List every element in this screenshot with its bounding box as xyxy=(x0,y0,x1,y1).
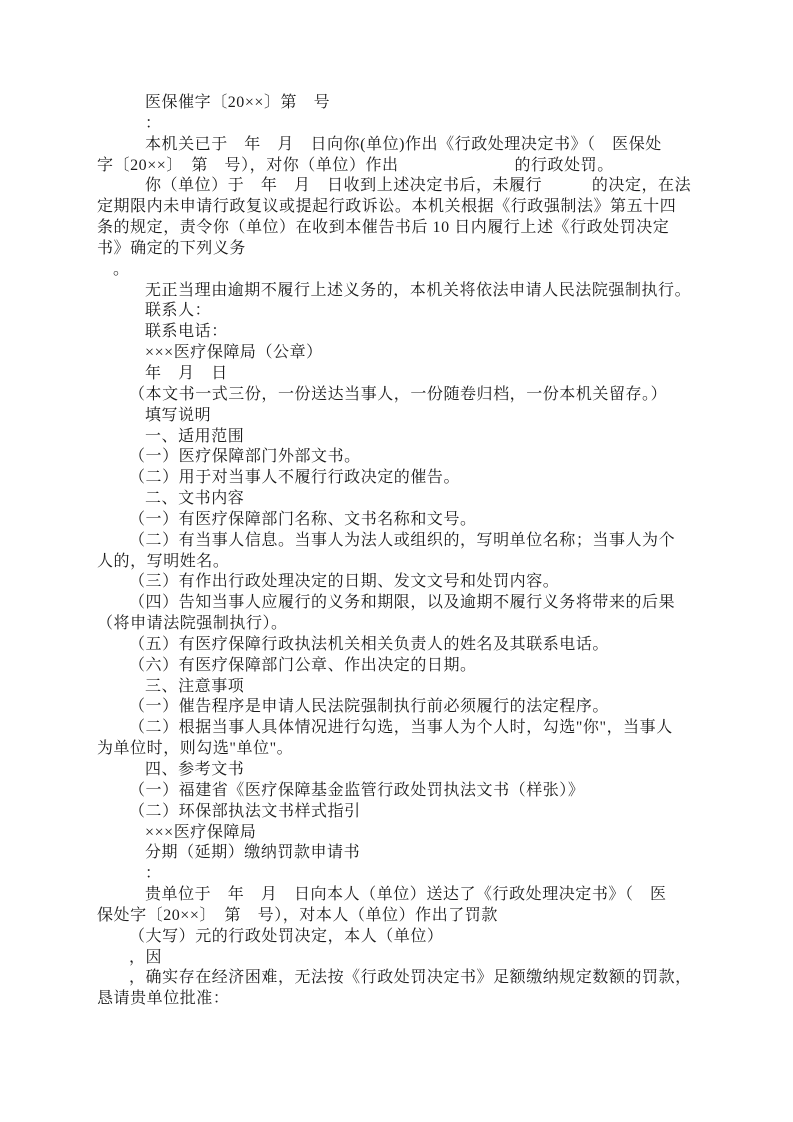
doc-line: （大写）元的行政处罚决定，本人（单位） xyxy=(129,927,444,945)
doc-line: （四）告知当事人应履行的义务和期限，以及逾期不履行义务将带来的后果 xyxy=(129,594,676,612)
agency-signature-line: ×××医疗保障局（公章） xyxy=(145,344,323,362)
doc-line: 无正当理由逾期不履行上述义务的，本机关将依法申请人民法院强制执行。 xyxy=(145,281,692,299)
section-heading: 填写说明 xyxy=(145,406,212,424)
doc-line: 。 xyxy=(113,260,130,278)
date-line: 年 月 日 xyxy=(145,364,228,382)
doc-copies-note-line: （本文书一式三份，一份送达当事人，一份随卷归档，一份本机关留存。） xyxy=(129,385,668,403)
doc-line: （一）医疗保障部门外部文书。 xyxy=(129,448,361,466)
section-heading: 三、注意事项 xyxy=(145,677,245,695)
contact-phone-line: 联系电话： xyxy=(145,323,228,341)
doc-line: 你（单位）于 年 月 日收到上述决定书后，未履行 的决定，在法 xyxy=(145,177,692,195)
doc-line: （一）催告程序是申请人民法院强制执行前必须履行的法定程序。 xyxy=(129,698,609,716)
contact-person-line: 联系人： xyxy=(145,302,212,320)
doc-line: （一）福建省《医疗保障基金监管行政处罚执法文书（样张）》 xyxy=(129,781,585,799)
section-heading: 二、文书内容 xyxy=(145,490,245,508)
doc-line: （五）有医疗保障行政执法机关相关负责人的姓名及其联系电话。 xyxy=(129,635,609,653)
doc-line: （三）有作出行政处理决定的日期、发文文号和处罚内容。 xyxy=(129,573,560,591)
doc-line: ： xyxy=(145,865,162,883)
doc-line: 字〔20××〕 第 号），对你（单位）作出 的行政处罚。 xyxy=(97,156,614,174)
doc-line: （二）有当事人信息。当事人为法人或组织的，写明单位名称；当事人为个 xyxy=(129,531,676,549)
doc-ref-number-line: 医保催字〔20××〕第 号 xyxy=(145,94,331,111)
doc-line: 保处字〔20××〕 第 号），对本人（单位）作出了罚款 xyxy=(97,906,498,924)
doc-line: 人的，写明姓名。 xyxy=(97,552,230,570)
doc-line: （二）用于对当事人不履行行政决定的催告。 xyxy=(129,469,461,487)
agency-name-line: ×××医疗保障局 xyxy=(145,823,257,841)
doc-line: 本机关已于 年 月 日向你(单位)作出《行政处理决定书》（ 医保处 xyxy=(145,135,662,153)
doc-line: ： xyxy=(145,114,162,132)
doc-line: ，确实存在经济困难，无法按《行政处罚决定书》足额缴纳规定数额的罚款， xyxy=(129,969,692,987)
doc-line: 书》确定的下列义务 xyxy=(97,239,246,257)
doc-line: ，因 xyxy=(129,948,163,966)
doc-line: 条的规定，责令你（单位）在收到本催告书后 10 日内履行上述《行政处罚决定 xyxy=(97,219,670,237)
section-heading: 四、参考文书 xyxy=(145,761,245,778)
doc-line: （六）有医疗保障部门公章、作出决定的日期。 xyxy=(129,656,477,674)
doc-line: 为单位时，则勾选"单位"。 xyxy=(97,740,294,758)
document-body xyxy=(97,93,715,1010)
section-heading: 一、适用范围 xyxy=(145,427,245,445)
doc-line: （将申请法院强制执行）。 xyxy=(97,615,288,633)
doc-line: 恳请贵单位批准： xyxy=(97,990,230,1008)
doc-line: 贵单位于 年 月 日向本人（单位）送达了《行政处理决定书》（ 医 xyxy=(145,886,667,904)
doc-line: 定期限内未申请行政复议或提起行政诉讼。本机关根据《行政强制法》第五十四 xyxy=(97,198,677,216)
doc-line: （二）根据当事人具体情况进行勾选，当事人为个人时，勾选"你"，当事人 xyxy=(129,719,673,737)
doc-title-line: 分期（延期）缴纳罚款申请书 xyxy=(145,844,361,862)
doc-line: （二）环保部执法文书样式指引 xyxy=(129,802,361,820)
doc-line: （一）有医疗保障部门名称、文书名称和文号。 xyxy=(129,510,477,528)
